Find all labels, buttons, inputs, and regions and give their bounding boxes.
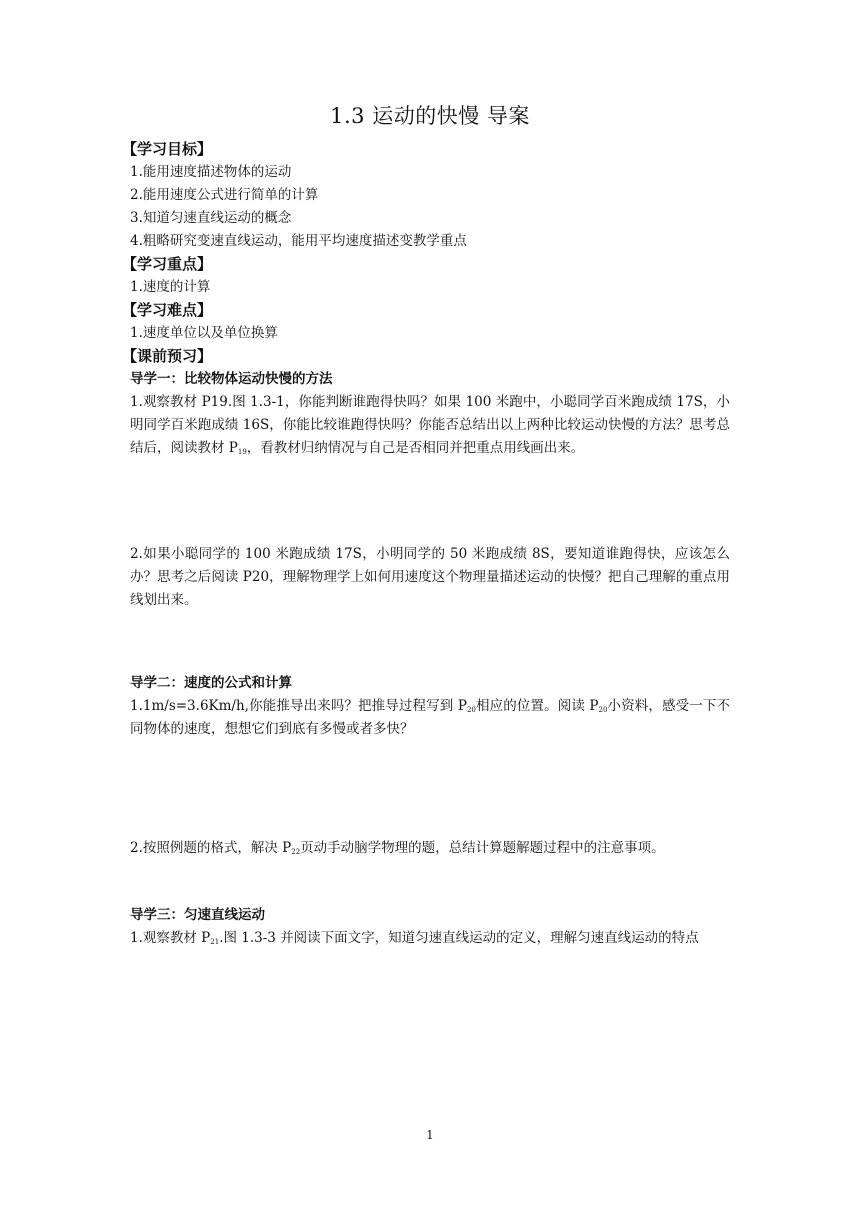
guide1-q1-text-b: ，看教材归纳情况与自己是否相同并把重点用线画出来。 [246, 440, 585, 456]
key-point-item: 1.速度的计算 [130, 279, 211, 295]
answer-space [130, 860, 730, 904]
objective-item: 2.能用速度公式进行简单的计算 [130, 187, 319, 203]
guide2-q1-page-sub2: 20 [598, 706, 608, 714]
answer-space [130, 612, 730, 672]
guide1-question1 [130, 391, 730, 460]
key-points-heading: 【学习重点】 [122, 255, 213, 273]
guide2-title: 导学二：速度的公式和计算 [130, 675, 292, 691]
guide1-q1-page-sub: 19 [237, 448, 247, 456]
guide2-q1-text-a: 1.1m/s=3.6Km/h,你能推导出来吗？把推导过程写到 P [130, 698, 467, 714]
guide3-q1-text-a: 1.观察教材 P [130, 930, 211, 946]
guide2-q2-page-sub: 22 [291, 848, 301, 856]
guide2-q1-page-sub1: 20 [466, 706, 476, 714]
guide2-question1 [130, 695, 730, 741]
guide2-question2 [130, 837, 730, 860]
difficulties-heading: 【学习难点】 [122, 301, 213, 319]
guide3-q1-page-sub: 21 [210, 938, 220, 946]
objective-item: 4.粗略研究变速直线运动，能用平均速度描述变教学重点 [130, 233, 467, 249]
guide2-q2-text-b: 页动手动脑学物理的题，总结计算题解题过程中的注意事项。 [300, 840, 665, 856]
guide1-q1-text-a: 1.观察教材 P19.图 1.3-1，你能判断谁跑得快吗？如果 100 米跑中，小聪同学百米跑成绩 17S，小明同学百米跑成绩 16S，你能比较谁跑得快吗？你能否总结出以上两种比较运动快慢的方法？思考总结后，阅读教材 P [130, 394, 730, 456]
guide2-q1-text-c: 小资料，感受一下不同物体的速度，想想它们到底有多慢或者多快？ [130, 698, 731, 737]
guide1-question2: 2.如果小聪同学的 100 米跑成绩 17S，小明同学的 50 米跑成绩 8S，要知道谁跑得快，应该怎么办？思考之后阅读 P20，理解物理学上如何用速度这个物理量描述运动的快慢？把自己理解的重点用线划出来。 [130, 546, 730, 608]
page-title: 1.3 运动的快慢 导案 [330, 104, 530, 128]
guide3-title: 导学三：匀速直线运动 [130, 907, 265, 923]
difficulty-item: 1.速度单位以及单位换算 [130, 325, 278, 341]
answer-space [130, 460, 730, 543]
objective-item: 3.知道匀速直线运动的概念 [130, 210, 292, 226]
objective-item: 1.能用速度描述物体的运动 [130, 164, 292, 180]
objectives-heading: 【学习目标】 [122, 140, 213, 158]
guide3-question1 [130, 927, 730, 950]
guide2-q1-text-b: 相应的位置。阅读 P [475, 698, 599, 714]
page-number: 1 [426, 1128, 434, 1142]
guide3-q1-text-b: .图 1.3-3 并阅读下面文字，知道匀速直线运动的定义，理解匀速直线运动的特点 [219, 930, 699, 946]
guide1-title: 导学一：比较物体运动快慢的方法 [130, 371, 333, 387]
document-body [122, 138, 731, 950]
guide2-q2-text-a: 2.按照例题的格式，解决 P [130, 840, 292, 856]
preview-heading: 【课前预习】 [122, 347, 213, 365]
answer-space [130, 741, 730, 837]
